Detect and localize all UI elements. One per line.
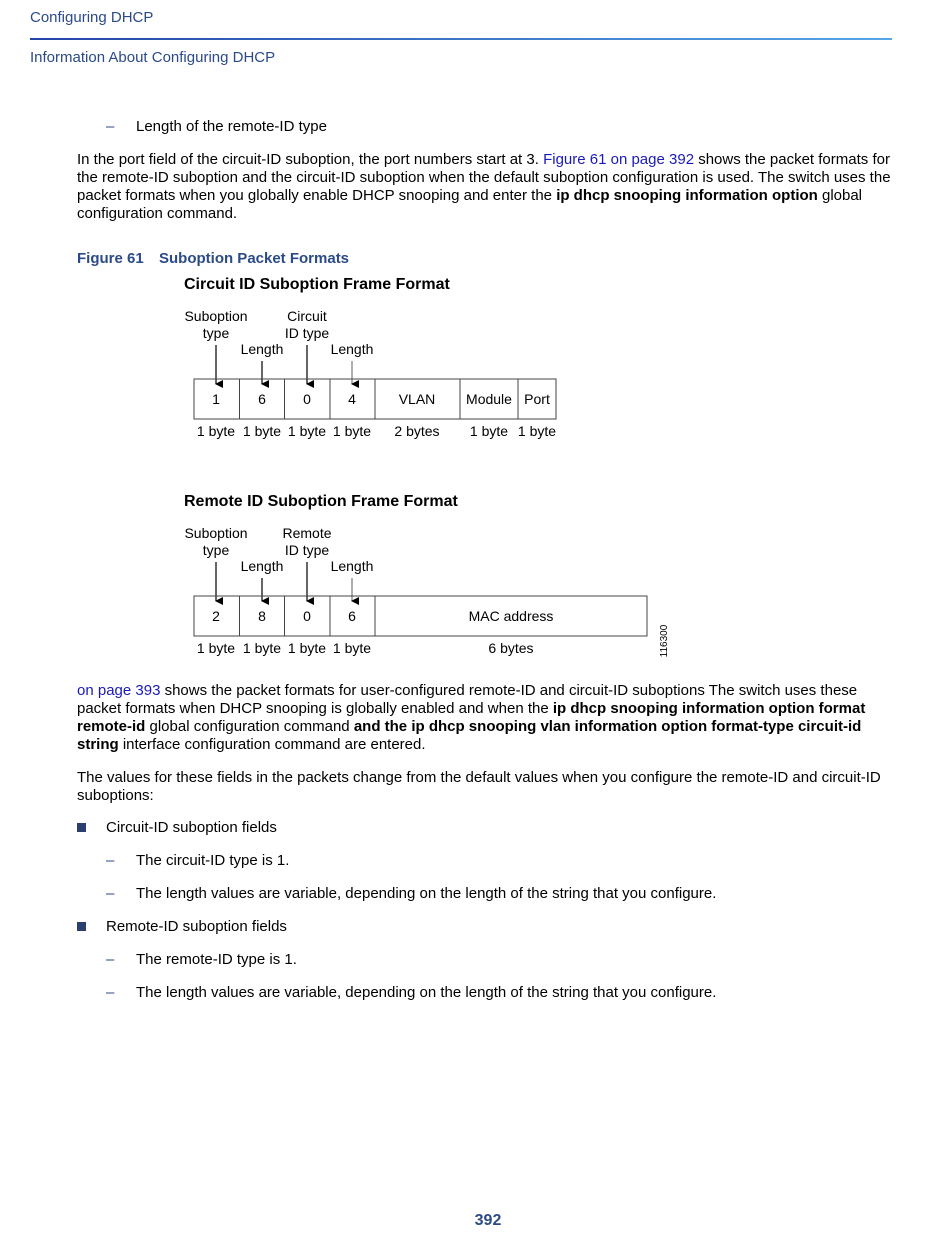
figure-number: Figure 61 [77, 250, 144, 267]
size-label: 6 bytes [488, 640, 534, 656]
size-label: 1 byte [469, 423, 509, 439]
command-text: ip dhcp snooping information option format remote-id [77, 700, 866, 735]
remote-id-diagram [0, 517, 950, 667]
command-text: ip dhcp snooping information option [556, 187, 818, 204]
cell-value: 6 [258, 391, 266, 407]
size-label: 1 byte [332, 640, 372, 656]
chapter-title: Configuring DHCP [30, 9, 154, 26]
cell-value: 0 [303, 608, 311, 624]
figure-title: Suboption Packet Formats [159, 250, 350, 267]
paragraph-text: global configuration command. [77, 187, 863, 222]
label-length: Length [240, 558, 284, 574]
size-label: 1 byte [242, 640, 282, 656]
paragraph-text: global configuration command [145, 718, 354, 735]
cell-value: 6 [348, 608, 356, 624]
bullet-label: Circuit-ID suboption fields [106, 819, 277, 836]
size-label: 1 byte [196, 640, 236, 656]
cell-value: 4 [348, 391, 356, 407]
cell-value: 1 [212, 391, 220, 407]
cell-vlan: VLAN [398, 391, 436, 407]
label-suboption: Suboption [184, 525, 248, 541]
dash-bullet: – [106, 885, 115, 902]
label-remote: Remote [282, 525, 332, 541]
page-number: 392 [474, 1212, 502, 1229]
command-text: and the ip dhcp snooping vlan information option format-type circuit-id string [77, 718, 862, 753]
header-rule [30, 38, 892, 40]
list-item: Length of the remote-ID type [136, 118, 327, 135]
sub-item: The remote-ID type is 1. [136, 951, 297, 968]
cell-value: 2 [212, 608, 220, 624]
dash-bullet: – [106, 951, 115, 968]
dash-bullet: – [106, 984, 115, 1001]
paragraph-values: The values for these fields in the packets change from the default values when you configure the remote-ID and circuit-ID suboptions: [77, 769, 881, 804]
size-label: 1 byte [287, 640, 327, 656]
cell-value: 0 [303, 391, 311, 407]
page-link[interactable]: on page 393 [77, 682, 161, 699]
sub-item: The circuit-ID type is 1. [136, 852, 290, 869]
size-label: 1 byte [242, 423, 282, 439]
size-label: 1 byte [332, 423, 372, 439]
bullet-label: Remote-ID suboption fields [106, 918, 287, 935]
circuit-format-title: Circuit ID Suboption Frame Format [184, 276, 450, 293]
dash-bullet: – [106, 852, 115, 869]
label-suboption: Suboption [184, 308, 248, 324]
cell-value: 8 [258, 608, 266, 624]
circuit-id-diagram [0, 300, 950, 450]
paragraph-text: shows the packet formats for user-configured remote-ID and circuit-ID suboptions The switch uses these packet formats when DHCP snooping is globally enabled and when the [77, 682, 858, 717]
label-length: Length [330, 341, 374, 357]
dash-bullet: – [106, 118, 115, 135]
square-bullet-icon [77, 823, 86, 832]
paragraph-intro [77, 151, 893, 223]
size-label: 1 byte [196, 423, 236, 439]
size-label: 1 byte [287, 423, 327, 439]
label-type: type [202, 542, 230, 558]
paragraph-text: shows the packet formats for the remote-ID suboption and the circuit-ID suboption when the default suboption configuration is used. The switch uses the packet formats when you globally enable DHCP snooping and enter the [77, 151, 891, 204]
paragraph-user-config [77, 682, 893, 754]
sub-item: The length values are variable, depending on the length of the string that you configure. [136, 984, 717, 1001]
label-type: type [202, 325, 230, 341]
label-length: Length [240, 341, 284, 357]
square-bullet-icon [77, 922, 86, 931]
cell-mac-address: MAC address [468, 608, 554, 624]
cell-port: Port [524, 391, 550, 407]
cell-module: Module [466, 391, 512, 407]
figure-link[interactable]: Figure 61 on page 392 [543, 151, 695, 168]
paragraph-text: In the port field of the circuit-ID suboption, the port numbers start at 3. [77, 151, 544, 168]
label-circuit: Circuit [287, 308, 327, 324]
size-label: 1 byte [517, 423, 557, 439]
remote-format-title: Remote ID Suboption Frame Format [184, 493, 458, 510]
label-length: Length [330, 558, 374, 574]
size-label: 2 bytes [394, 423, 440, 439]
figure-id-code: 116300 [659, 624, 670, 658]
paragraph-text: interface configuration command are entered. [118, 736, 426, 753]
section-title: Information About Configuring DHCP [30, 49, 276, 66]
sub-item: The length values are variable, depending on the length of the string that you configure. [136, 885, 717, 902]
label-id-type: ID type [284, 542, 330, 558]
label-id-type: ID type [284, 325, 330, 341]
